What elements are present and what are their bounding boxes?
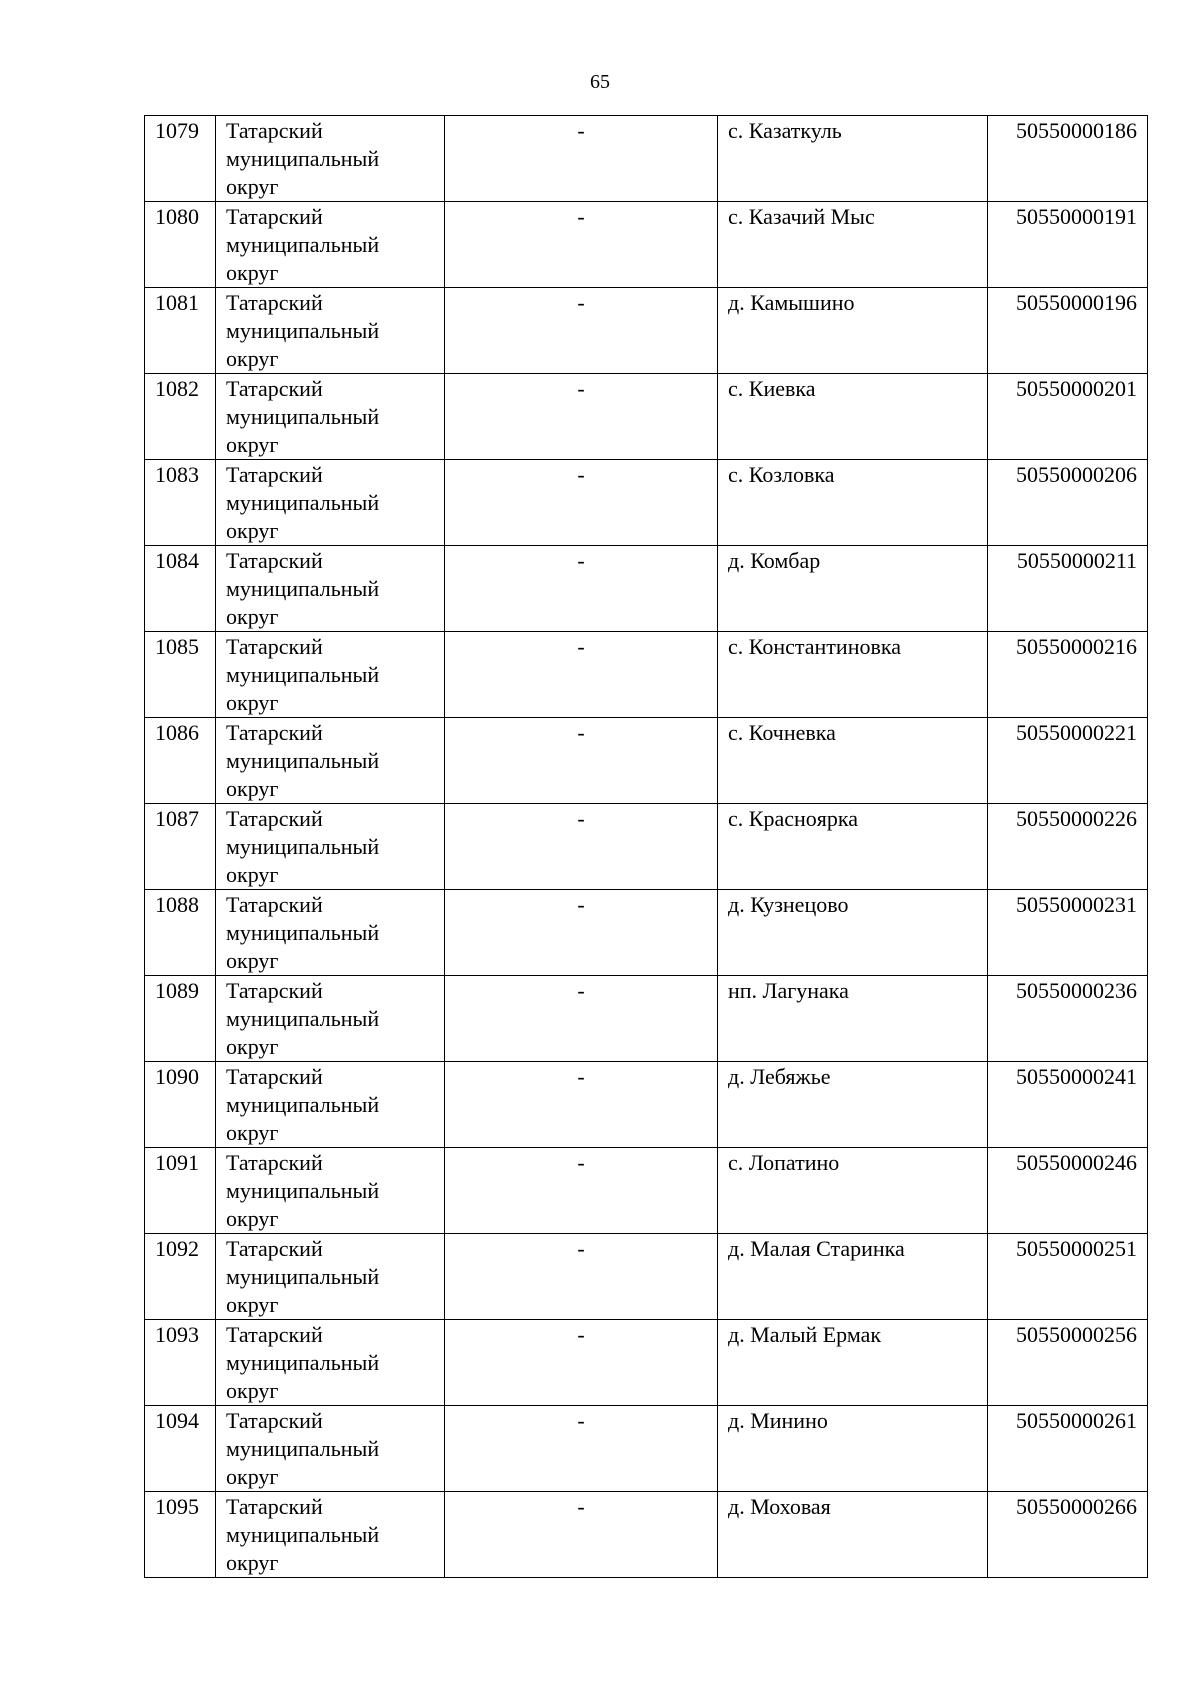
settlement-cell: д. Кузнецово bbox=[718, 890, 988, 976]
settlement-cell: д. Моховая bbox=[718, 1492, 988, 1578]
table-row bbox=[145, 202, 1148, 288]
oktmo-code-cell: 50550000251 bbox=[988, 1234, 1148, 1320]
settlement-cell: с. Казачий Мыс bbox=[718, 202, 988, 288]
settlement-cell: д. Комбар bbox=[718, 546, 988, 632]
table-row bbox=[145, 374, 1148, 460]
oktmo-code-cell: 50550000226 bbox=[988, 804, 1148, 890]
settlement-cell: д. Малая Старинка bbox=[718, 1234, 988, 1320]
table-row bbox=[145, 1148, 1148, 1234]
row-number-cell: 1087 bbox=[145, 804, 216, 890]
dash-cell: - bbox=[445, 1320, 718, 1406]
district-cell: Татарский муниципальный округ bbox=[216, 1492, 445, 1578]
table-row bbox=[145, 1062, 1148, 1148]
table-row bbox=[145, 632, 1148, 718]
row-number-cell: 1090 bbox=[145, 1062, 216, 1148]
dash-cell: - bbox=[445, 976, 718, 1062]
page-number: 65 bbox=[590, 71, 610, 93]
oktmo-code-cell: 50550000231 bbox=[988, 890, 1148, 976]
district-cell: Татарский муниципальный округ bbox=[216, 1320, 445, 1406]
table-row bbox=[145, 116, 1148, 202]
dash-cell: - bbox=[445, 804, 718, 890]
table-row bbox=[145, 976, 1148, 1062]
district-cell: Татарский муниципальный округ bbox=[216, 632, 445, 718]
oktmo-code-cell: 50550000206 bbox=[988, 460, 1148, 546]
district-cell: Татарский муниципальный округ bbox=[216, 890, 445, 976]
district-cell: Татарский муниципальный округ bbox=[216, 1234, 445, 1320]
district-cell: Татарский муниципальный округ bbox=[216, 804, 445, 890]
district-cell: Татарский муниципальный округ bbox=[216, 546, 445, 632]
row-number-cell: 1085 bbox=[145, 632, 216, 718]
row-number-cell: 1091 bbox=[145, 1148, 216, 1234]
oktmo-code-cell: 50550000241 bbox=[988, 1062, 1148, 1148]
table-row bbox=[145, 1320, 1148, 1406]
dash-cell: - bbox=[445, 1406, 718, 1492]
table-row bbox=[145, 1492, 1148, 1578]
dash-cell: - bbox=[445, 374, 718, 460]
row-number-cell: 1079 bbox=[145, 116, 216, 202]
row-number-cell: 1094 bbox=[145, 1406, 216, 1492]
settlement-cell: с. Киевка bbox=[718, 374, 988, 460]
table-row bbox=[145, 1234, 1148, 1320]
dash-cell: - bbox=[445, 1234, 718, 1320]
row-number-cell: 1086 bbox=[145, 718, 216, 804]
dash-cell: - bbox=[445, 546, 718, 632]
row-number-cell: 1093 bbox=[145, 1320, 216, 1406]
oktmo-code-cell: 50550000246 bbox=[988, 1148, 1148, 1234]
settlement-cell: д. Минино bbox=[718, 1406, 988, 1492]
settlement-cell: с. Краснoярка bbox=[718, 804, 988, 890]
settlement-cell: с. Казаткуль bbox=[718, 116, 988, 202]
dash-cell: - bbox=[445, 460, 718, 546]
table-row bbox=[145, 546, 1148, 632]
district-cell: Татарский муниципальный округ bbox=[216, 374, 445, 460]
settlement-cell: д. Лебяжье bbox=[718, 1062, 988, 1148]
oktmo-code-cell: 50550000196 bbox=[988, 288, 1148, 374]
row-number-cell: 1089 bbox=[145, 976, 216, 1062]
oktmo-code-cell: 50550000201 bbox=[988, 374, 1148, 460]
dash-cell: - bbox=[445, 288, 718, 374]
oktmo-code-cell: 50550000186 bbox=[988, 116, 1148, 202]
row-number-cell: 1092 bbox=[145, 1234, 216, 1320]
district-cell: Татарский муниципальный округ bbox=[216, 1148, 445, 1234]
oktmo-code-cell: 50550000221 bbox=[988, 718, 1148, 804]
district-cell: Татарский муниципальный округ bbox=[216, 976, 445, 1062]
district-cell: Татарский муниципальный округ bbox=[216, 718, 445, 804]
settlement-cell: с. Константиновка bbox=[718, 632, 988, 718]
row-number-cell: 1080 bbox=[145, 202, 216, 288]
row-number-cell: 1088 bbox=[145, 890, 216, 976]
table-row bbox=[145, 890, 1148, 976]
table-row bbox=[145, 804, 1148, 890]
oktmo-code-cell: 50550000266 bbox=[988, 1492, 1148, 1578]
oktmo-code-cell: 50550000211 bbox=[988, 546, 1148, 632]
oktmo-code-cell: 50550000261 bbox=[988, 1406, 1148, 1492]
dash-cell: - bbox=[445, 718, 718, 804]
table-row bbox=[145, 1406, 1148, 1492]
table-row bbox=[145, 460, 1148, 546]
table-row bbox=[145, 288, 1148, 374]
settlement-cell: д. Малый Ермак bbox=[718, 1320, 988, 1406]
table-row bbox=[145, 718, 1148, 804]
oktmo-code-cell: 50550000191 bbox=[988, 202, 1148, 288]
row-number-cell: 1084 bbox=[145, 546, 216, 632]
district-cell: Татарский муниципальный округ bbox=[216, 116, 445, 202]
district-cell: Татарский муниципальный округ bbox=[216, 202, 445, 288]
oktmo-code-cell: 50550000216 bbox=[988, 632, 1148, 718]
settlement-cell: с. Козловка bbox=[718, 460, 988, 546]
settlement-cell: с. Лопатино bbox=[718, 1148, 988, 1234]
dash-cell: - bbox=[445, 202, 718, 288]
settlement-cell: с. Кочневка bbox=[718, 718, 988, 804]
dash-cell: - bbox=[445, 632, 718, 718]
row-number-cell: 1081 bbox=[145, 288, 216, 374]
settlement-cell: д. Камышино bbox=[718, 288, 988, 374]
settlements-table-body bbox=[145, 116, 1148, 1578]
dash-cell: - bbox=[445, 1148, 718, 1234]
district-cell: Татарский муниципальный округ bbox=[216, 460, 445, 546]
settlement-cell: нп. Лагунака bbox=[718, 976, 988, 1062]
oktmo-code-cell: 50550000236 bbox=[988, 976, 1148, 1062]
settlements-table bbox=[144, 115, 1148, 1578]
district-cell: Татарский муниципальный округ bbox=[216, 1406, 445, 1492]
dash-cell: - bbox=[445, 1062, 718, 1148]
dash-cell: - bbox=[445, 1492, 718, 1578]
district-cell: Татарский муниципальный округ bbox=[216, 1062, 445, 1148]
dash-cell: - bbox=[445, 116, 718, 202]
oktmo-code-cell: 50550000256 bbox=[988, 1320, 1148, 1406]
row-number-cell: 1095 bbox=[145, 1492, 216, 1578]
district-cell: Татарский муниципальный округ bbox=[216, 288, 445, 374]
row-number-cell: 1083 bbox=[145, 460, 216, 546]
dash-cell: - bbox=[445, 890, 718, 976]
row-number-cell: 1082 bbox=[145, 374, 216, 460]
